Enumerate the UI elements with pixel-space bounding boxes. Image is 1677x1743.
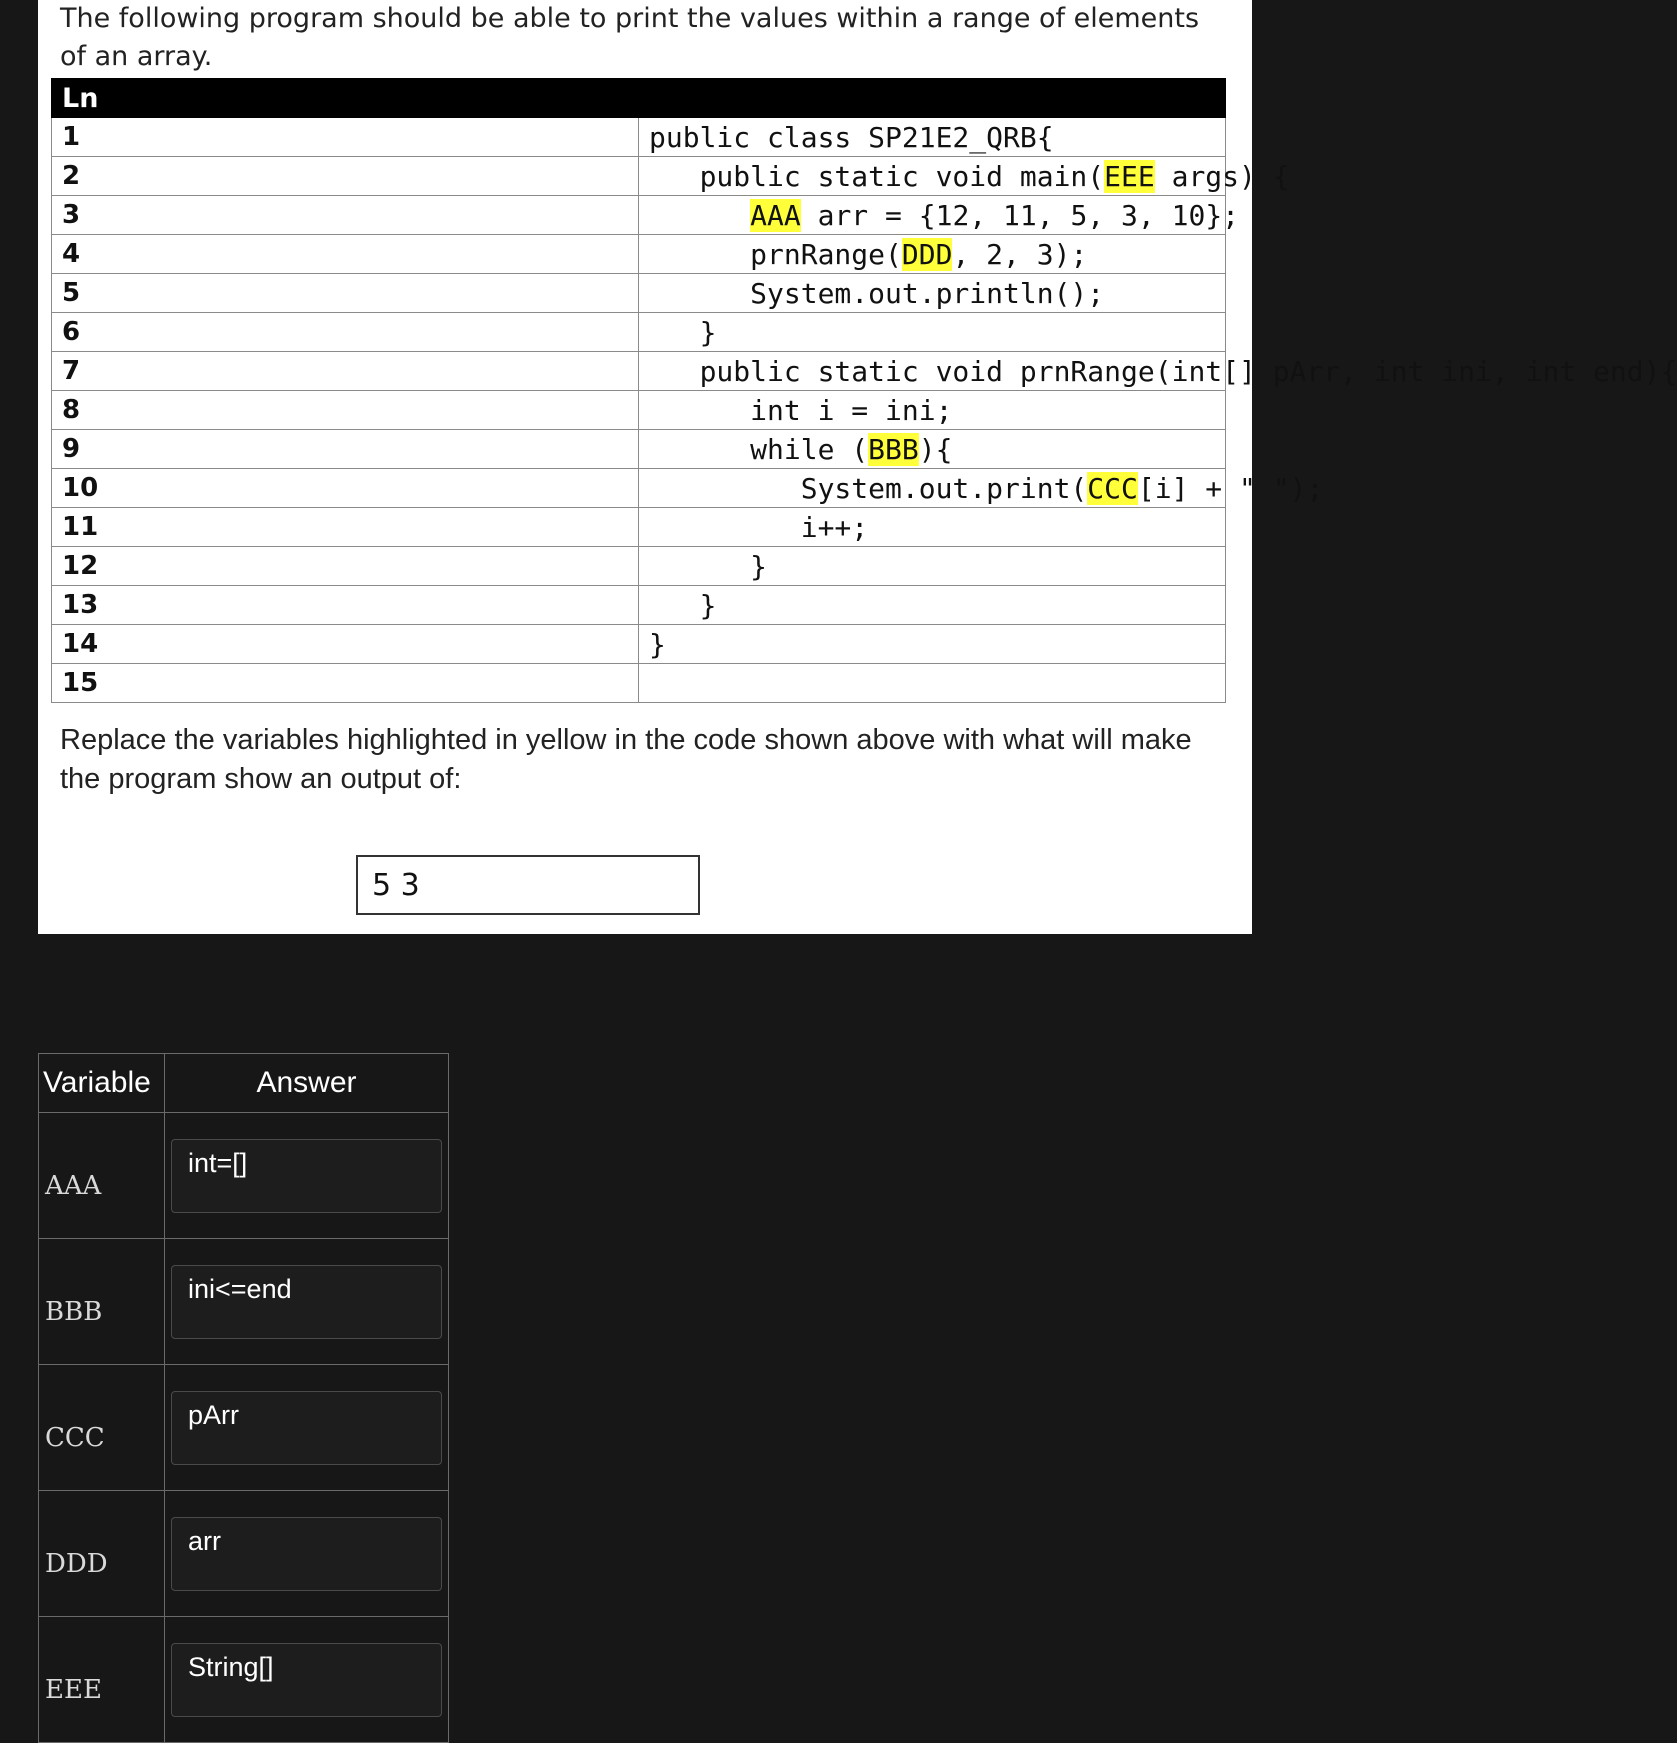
code-text [639,118,1226,157]
answer-cell-bbb [165,1239,449,1365]
code-text [639,313,1226,352]
code-segment: public static void main( [649,159,1105,193]
code-segment [649,199,750,232]
code-segment: [i] + " "); [1137,471,1324,505]
code-segment: ){ [918,432,953,466]
answer-column-header: Answer [165,1054,449,1113]
line-number: 8 [52,391,639,430]
highlighted-placeholder: CCC [1087,471,1138,505]
code-line [52,547,1226,586]
question-intro: The following program should be able to print the values within a range of elements of an array. [60,3,1200,72]
variable-label-bbb: BBB [39,1239,165,1365]
answer-input-ccc[interactable] [171,1391,442,1465]
answer-cell-ddd [165,1491,449,1617]
code-line [52,313,1226,352]
code-line [52,430,1226,469]
code-segment: System.out.println(); [649,276,1105,310]
code-text [639,469,1324,508]
code-line [52,196,1226,235]
answer-cell-aaa [165,1113,449,1239]
line-number: 3 [52,196,639,235]
answer-row-bbb [39,1239,449,1365]
code-text [639,157,1290,196]
answer-input-bbb[interactable] [171,1265,442,1339]
highlighted-placeholder: BBB [868,432,919,466]
line-number: 6 [52,313,639,352]
code-line [52,235,1226,274]
highlighted-placeholder: EEE [1104,159,1155,193]
code-line [52,508,1226,547]
variable-label-ddd: DDD [39,1491,165,1617]
line-number: 15 [52,664,639,703]
line-number: 14 [52,625,639,664]
code-segment: int i = ini; [649,393,953,427]
answer-input-aaa[interactable] [171,1139,442,1213]
code-text [639,391,1226,430]
code-segment: args) { [1154,159,1290,193]
code-text [639,586,1226,625]
line-number: 9 [52,430,639,469]
question-prompt: Replace the variables highlighted in yellow in the code shown above with what will make the program show an output of: [60,724,1192,795]
code-text [639,664,1226,703]
code-header-ln: Ln [52,79,1226,118]
code-segment: i++; [649,510,869,544]
variable-label-ccc: CCC [39,1365,165,1491]
variable-label-aaa: AAA [39,1113,165,1239]
code-text [639,235,1226,274]
code-header-row [52,79,1226,118]
code-segment: prnRange( [649,237,902,271]
line-number: 4 [52,235,639,274]
code-line [52,118,1226,157]
answer-input-ddd[interactable] [171,1517,442,1591]
expected-output-box: 5 3 [356,855,700,915]
highlighted-placeholder: DDD [901,237,953,271]
code-segment: } [649,588,717,622]
code-segment: public static void prnRange(int[] pArr, int ini, int end){ [649,354,1677,388]
code-segment: System.out.print( [649,471,1088,505]
line-number: 13 [52,586,639,625]
answer-input-eee[interactable] [171,1643,442,1717]
code-text [639,547,1226,586]
answer-cell-ccc [165,1365,449,1491]
answer-header-row [39,1054,449,1113]
question-card [38,0,1677,934]
highlighted-placeholder: AAA [750,198,801,232]
line-number: 2 [52,157,639,196]
code-line [52,274,1226,313]
code-segment: } [649,627,666,661]
variable-label-eee: EEE [39,1617,165,1743]
code-table [51,78,1677,703]
line-number: 10 [52,469,639,508]
line-number: 5 [52,274,639,313]
code-line [52,625,1226,664]
code-line [52,664,1226,703]
code-line [52,586,1226,625]
code-segment: public class SP21E2_QRB{ [649,120,1054,154]
code-segment: } [649,315,717,349]
code-body [52,118,1677,703]
line-number: 12 [52,547,639,586]
line-number: 7 [52,352,639,391]
code-text [639,196,1240,235]
line-number: 11 [52,508,639,547]
answer-row-ddd [39,1491,449,1617]
code-segment: } [649,549,768,583]
answer-row-ccc [39,1365,449,1491]
line-number: 1 [52,118,639,157]
code-text [639,274,1226,313]
answer-table [38,1053,449,1743]
code-segment: , 2, 3); [952,237,1088,271]
answer-row-aaa [39,1113,449,1239]
code-text [639,508,1226,547]
answer-row-eee [39,1617,449,1743]
code-line [52,352,1226,391]
code-line [52,157,1226,196]
code-segment: while ( [649,432,869,466]
code-text [639,352,1677,391]
code-text [639,430,1226,469]
code-line [52,391,1226,430]
code-line [52,469,1226,508]
code-text [639,625,1226,664]
answer-cell-eee [165,1617,449,1743]
code-segment: arr = {12, 11, 5, 3, 10}; [800,198,1240,232]
variable-column-header: Variable [39,1054,165,1113]
